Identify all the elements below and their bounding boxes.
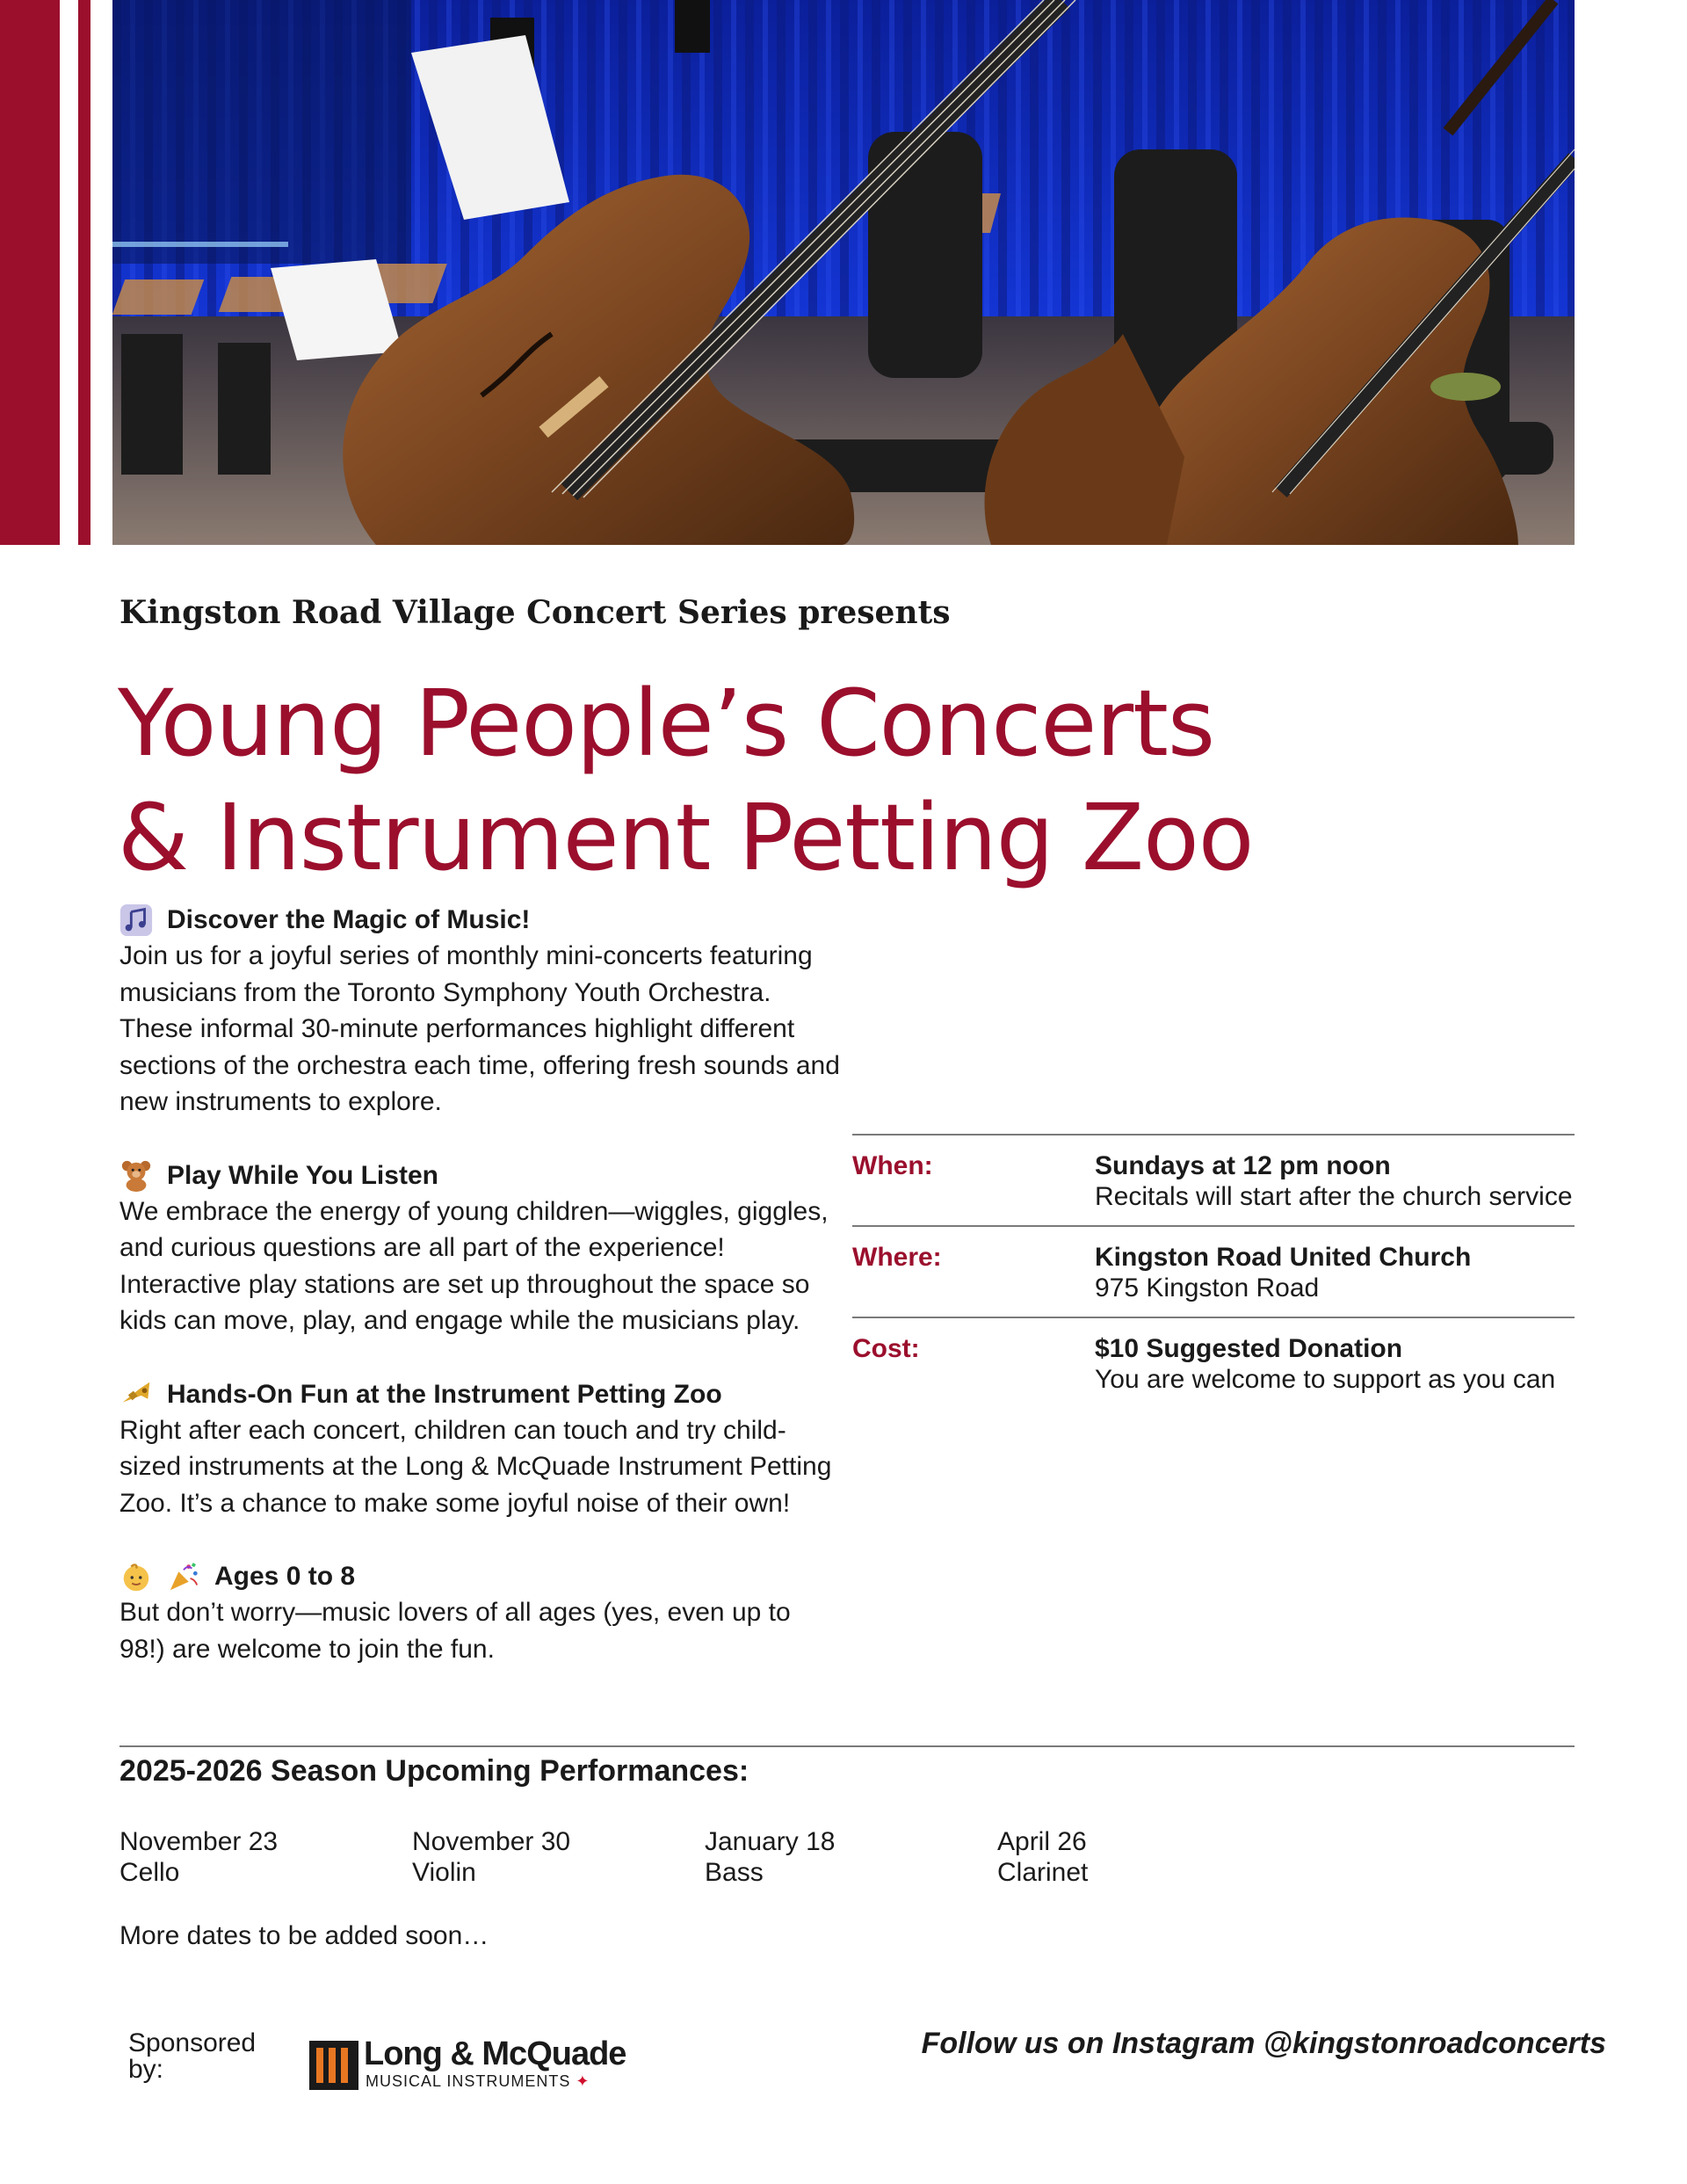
hero-photo [112,0,1575,545]
teddy-bear-icon [119,1158,153,1192]
feature-discover [119,902,840,1121]
performance-date: November 30 [412,1827,571,1856]
maple-leaf-icon: ✦ [576,2072,590,2090]
accent-stripe-wide [0,0,60,545]
performance-date: January 18 [705,1827,836,1856]
details-value: Sundays at 12 pm noon [1095,1151,1391,1180]
season-heading: 2025-2026 Season Upcoming Performances: [119,1754,749,1788]
feature-ages [119,1558,840,1667]
feature-body: Right after each concert, children can touch and try child-sized instruments at the Long & McQuade Instrument Petting Zoo. It’s a chance to make some joyful noise of their own! [119,1415,832,1518]
feature-body: We embrace the energy of young children—wiggles, giggles, and curious questions are all part of the experience! Interactive play stations are set up throughout the space so kids can move, play, and engage while the musicians play. [119,1196,829,1335]
sponsor-logo [309,2037,626,2090]
title-line-2: & Instrument Petting Zoo [118,784,1254,891]
performance-instrument: Bass [705,1858,764,1887]
feature-heading: Hands-On Fun at the Instrument Petting Zoo [119,1376,840,1412]
feature-heading: Play While You Listen [119,1157,840,1194]
page-title [118,666,1253,895]
details-value: Kingston Road United Church [1095,1243,1472,1272]
accent-stripe-thin [78,0,91,545]
logo-name: Long & McQuade [364,2035,626,2072]
more-dates-note: More dates to be added soon… [119,1921,489,1950]
details-note: Recitals will start after the church service [1095,1182,1573,1211]
feature-petting-zoo [119,1376,840,1522]
party-popper-icon [167,1560,200,1593]
feature-list [119,902,840,1704]
performance-item [997,1826,1278,1888]
details-row-cost [852,1317,1575,1408]
feature-heading: Discover the Magic of Music! [119,902,840,938]
title-line-1: Young People’s Concerts [118,670,1215,777]
details-label: When: [852,1151,933,1180]
performance-item [119,1826,401,1888]
trumpet-icon [119,1377,153,1411]
section-divider [119,1745,1575,1747]
performance-instrument: Cello [119,1858,180,1887]
details-note: 975 Kingston Road [1095,1273,1320,1302]
performance-date: November 23 [119,1827,279,1856]
performance-instrument: Clarinet [997,1858,1089,1887]
details-row-when [852,1134,1575,1225]
orchestra-stage-illustration [112,0,1575,545]
details-label: Cost: [852,1334,920,1363]
details-note: You are welcome to support as you can [1095,1365,1556,1394]
details-value: $10 Suggested Donation [1095,1334,1403,1363]
details-label: Where: [852,1243,942,1272]
performance-instrument: Violin [412,1858,476,1887]
performance-item [705,1826,986,1888]
instagram-handle[interactable]: Follow us on Instagram @kingstonroadconcerts [921,2027,1606,2060]
performance-date: April 26 [997,1827,1087,1856]
event-details-table [852,1134,1575,1408]
feature-play [119,1157,840,1339]
feature-heading: Ages 0 to 8 [119,1558,840,1594]
music-notes-icon [119,903,153,937]
feature-body: But don’t worry—music lovers of all ages (yes, even up to 98!) are welcome to join the fun. [119,1598,791,1664]
logo-subtitle: MUSICAL INSTRUMENTS [366,2072,571,2090]
feature-body: Join us for a joyful series of monthly mini-concerts featuring musicians from the Toronto Symphony Youth Orchestra. These informal 30-minute performances highlight different sections of the orchestra each time, offering fresh sounds and new instruments to explore. [119,941,840,1116]
sponsored-label: Sponsored by: [128,2028,257,2084]
performance-item [412,1826,693,1888]
logo-mark-icon [309,2041,358,2090]
presenter-line: Kingston Road Village Concert Series presents [119,594,951,631]
details-row-where [852,1225,1575,1317]
baby-icon [119,1560,153,1593]
